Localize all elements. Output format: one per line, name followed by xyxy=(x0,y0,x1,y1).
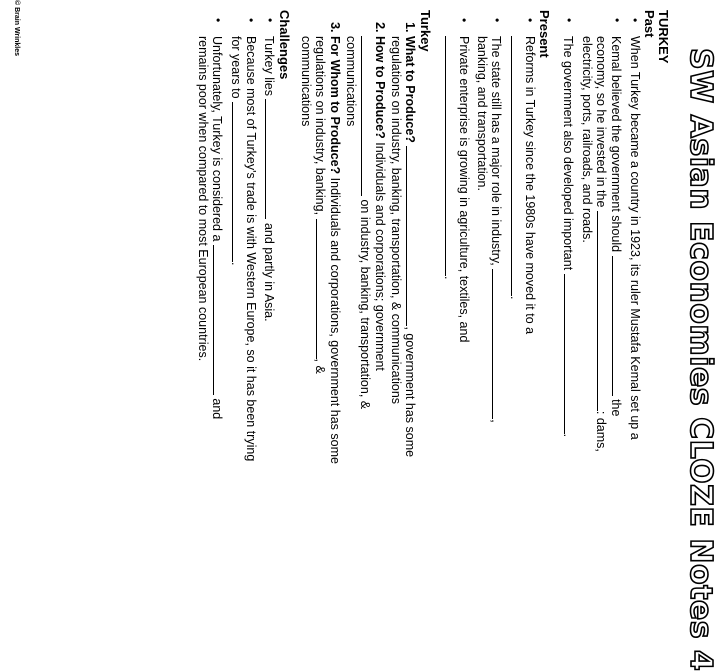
past-list xyxy=(561,10,642,510)
turkey-heading: TURKEY xyxy=(656,10,671,64)
list-item: • Reforms in Turkey since the 1980s have moved it to a . xyxy=(508,36,537,510)
challenges-list xyxy=(196,10,277,510)
past-heading: Past xyxy=(642,10,657,38)
blank-line[interactable] xyxy=(564,274,576,434)
blank-line[interactable] xyxy=(232,102,244,262)
list-item: • When Turkey became a country in 1923, its ruler Mustafa Kemal set up a xyxy=(628,36,642,510)
blank-line[interactable] xyxy=(406,146,418,326)
list-item: • Kemal believed the government should the economy, so he invested in the : dams, electricity, ports, railroads, and roads. xyxy=(580,36,624,510)
blank-line[interactable] xyxy=(361,36,373,196)
list-item: 2. How to Produce? Individuals and corporations; government on industry, banking, transportation, & communications xyxy=(344,36,387,510)
notes-content xyxy=(192,10,670,510)
list-item: • Turkey lies and partly in Asia. xyxy=(262,36,277,510)
blank-line[interactable] xyxy=(492,269,504,419)
blank-line[interactable] xyxy=(445,36,457,276)
list-item: • Private enterprise is growing in agriculture, textiles, and . xyxy=(442,36,471,510)
list-item: • Unfortunately, Turkey is considered a and remains poor when compared to most European countries. xyxy=(196,36,225,510)
list-item: • The state still has a major role in industry, , banking, and transportation. xyxy=(475,36,504,510)
blank-line[interactable] xyxy=(265,99,277,219)
blank-line[interactable] xyxy=(213,245,225,395)
blank-line[interactable] xyxy=(597,211,609,411)
page-title: SW Asian Economies CLOZE Notes 4 xyxy=(683,48,718,671)
list-item: • The government also developed important . xyxy=(561,36,576,510)
present-heading: Present xyxy=(537,10,552,58)
list-item: 3. For Whom to Produce? Individuals and corporations, government has some regulations on industry, banking, , & communications xyxy=(299,36,342,510)
economic-questions-list xyxy=(299,10,418,510)
blank-line[interactable] xyxy=(511,36,523,296)
blank-line[interactable] xyxy=(612,256,624,396)
copyright-notice: © Brain Wrinkles xyxy=(13,0,20,56)
turkey-economic-questions-heading: Turkey xyxy=(418,10,433,52)
list-item: • Because most of Turkey's trade is with Western Europe, so it has been trying for years to . xyxy=(229,36,258,510)
list-item: 1. What to Produce? , government has some regulations on industry, banking, transportation, & communications xyxy=(389,36,418,510)
present-list xyxy=(442,10,537,510)
blank-line[interactable] xyxy=(316,219,328,359)
challenges-heading: Challenges xyxy=(277,10,292,80)
